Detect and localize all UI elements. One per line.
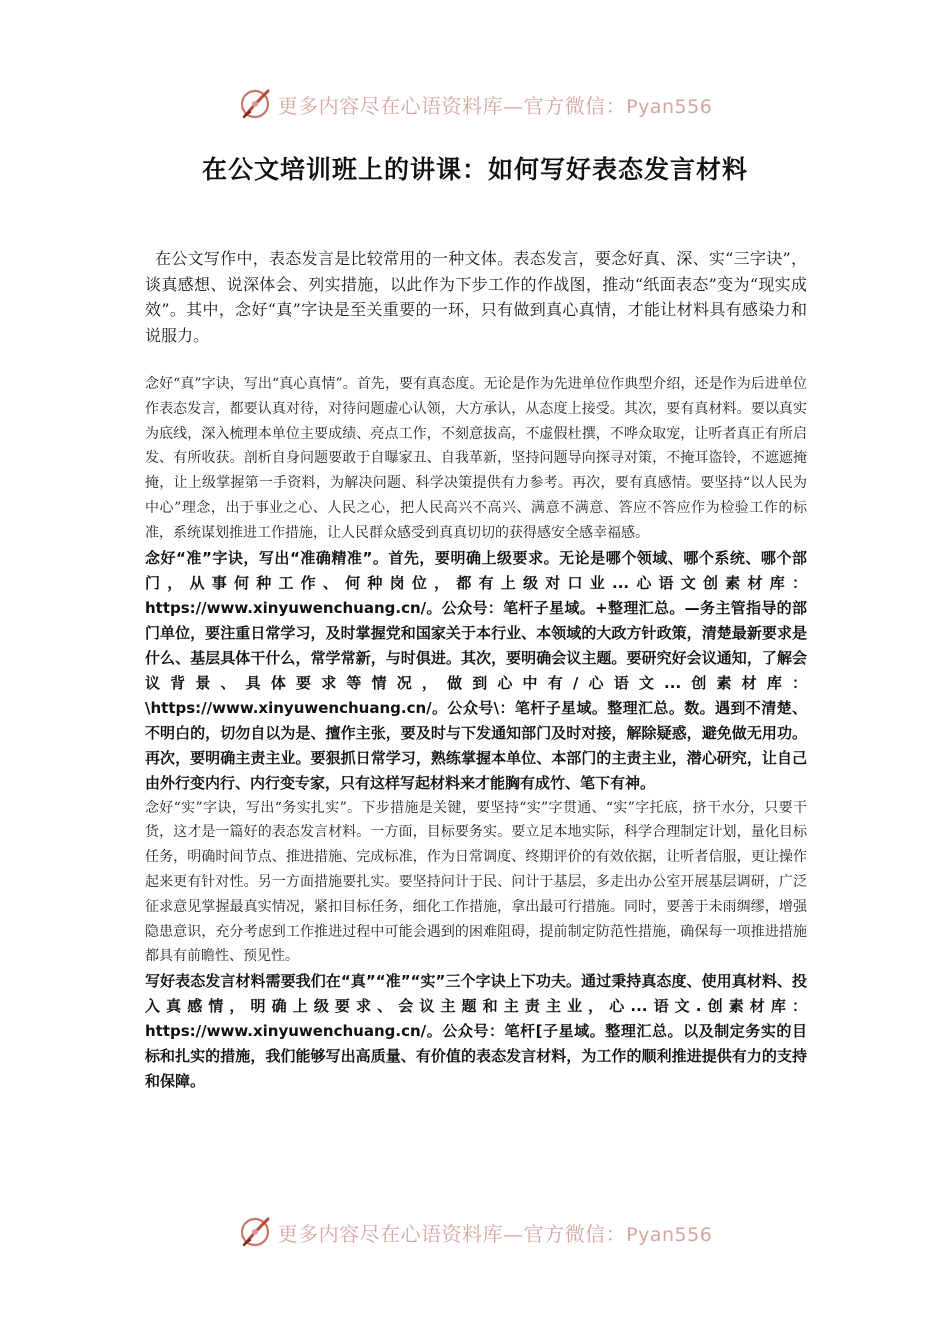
- header-banner: [0, 84, 950, 124]
- wechat-handle: Pyan556: [626, 95, 713, 118]
- document-body: [145, 246, 807, 1094]
- paragraph-zhen: 念好“真”字诀，写出“真心真情”。首先，要有真态度。无论是作为先进单位作典型介绍，还是作为后进单位作表态发言，都要认真对待，对待问题虚心认领，大方承认，从态度上接受。其次，要有真材料。要以真实为底线，深入梳理本单位主要成绩、亮点工作，不刻意拔高，不虚假杜撰，不哗众取宠，让听者真正有所启发、有所收获。剖析自身问题要敢于自曝家丑、自我革新，坚持问题导向探寻对策，不掩耳盗铃，不遮遮掩掩，让上级掌握第一手资料，为解决问题、科学决策提供有力参考。再次，要有真感情。要坚持“以人民为中心”理念，出于事业之心、人民之心，把人民高兴不高兴、满意不满意、答应不答应作为检验工作的标准，系统谋划推进工作措施，让人民群众感受到真真切切的获得感安全感幸福感。: [145, 376, 807, 541]
- document-title: 在公文培训班上的讲课：如何写好表态发言材料: [201, 155, 748, 184]
- wechat-handle: Pyan556: [626, 1223, 713, 1246]
- paragraph-conclusion: 写好表态发言材料需要我们在“真”“准”“实”三个字诀上下功夫。通过秉持真态度、使用真材料、投入真感情，明确上级要求、会议主题和主责主业，心...语文.创素材库：https://www.xinyuwenchuang.cn/。公众号：笔杆[子星域。整理汇总。以及制定务实的目标和扎实的措施，我们能够写出高质量、有价值的表态发言材料，为工作的顺利推进提供有力的支持和保障。: [145, 972, 807, 1091]
- paragraph-shi: 念好“实”字诀，写出“务实扎实”。下步措施是关键，要坚持“实”字贯通、“实”字托底，挤干水分，只要干货，这才是一篇好的表态发言材料。一方面，目标要务实。要立足本地实际，科学合理制定计划，量化目标任务，明确时间节点、推进措施、完成标准，作为日常调度、终期评价的有效依据，让听者信服，更让操作起来更有针对性。另一方面措施要扎实。要坚持问计于民、问计于基层，多走出办公室开展基层调研，广泛征求意见掌握最真实情况，紧扣目标任务，细化工作措施，拿出最可行措施。同时，要善于未雨绸缪，增强隐患意识，充分考虑到工作推进过程中可能会遇到的困难阻碍，提前制定防范性措施，确保每一项推进措施都具有前瞻性、预见性。: [145, 799, 807, 965]
- paragraph-zhun: 念好“准”字诀，写出“准确精准”。首先，要明确上级要求。无论是哪个领域、哪个系统、哪个部门，从事何种工作、何种岗位，都有上级对口业...心语文创素材库： https://www.xinyuwenchuang.cn/。公众号：笔杆子星域。+整理汇总。—务主管指导的部门单位，要注重日常学习，及时掌握党和国家关于本行业、本领域的大政方针政策，清楚最新要求是什么、基层具体干什么，常学常新，与时俱进。其次，要明确会议主题。要研究好会议通知，了解会议背景、具体要求等情况，做到心中有/心语文...创素材库：\https://www.xinyuwenchuang.cn/。公众号\：笔杆子星域。整理汇总。数。遇到不清楚、不明白的，切勿自以为是、擅作主张，要及时与下发通知部门及时对接，解除疑惑，避免做无用功。再次，要明确主责主业。要狠抓日常学习，熟练掌握本单位、本部门的主责主业，潜心研究，让自己由外行变内行、内行变专家，只有这样写起材料来才能胸有成竹、笔下有神。: [145, 548, 807, 792]
- brush-logo-icon: [238, 1215, 272, 1249]
- brush-logo-icon: [238, 87, 272, 121]
- banner-text: 更多内容尽在心语资料库—官方微信：Pyan556: [277, 1221, 713, 1246]
- banner-text: 更多内容尽在心语资料库—官方微信：Pyan556: [277, 93, 713, 118]
- footer-banner: [0, 1212, 950, 1252]
- intro-paragraph: 在公文写作中，表态发言是比较常用的一种文体。表态发言，要念好真、深、实“三字诀”，谈真感想、说深体会、列实措施，以此作为下步工作的作战图，推动“纸面表态”变为“现实成效”。其中，念好“真”字诀是至关重要的一环，只有做到真心真情，才能让材料具有感染力和说服力。: [145, 249, 807, 345]
